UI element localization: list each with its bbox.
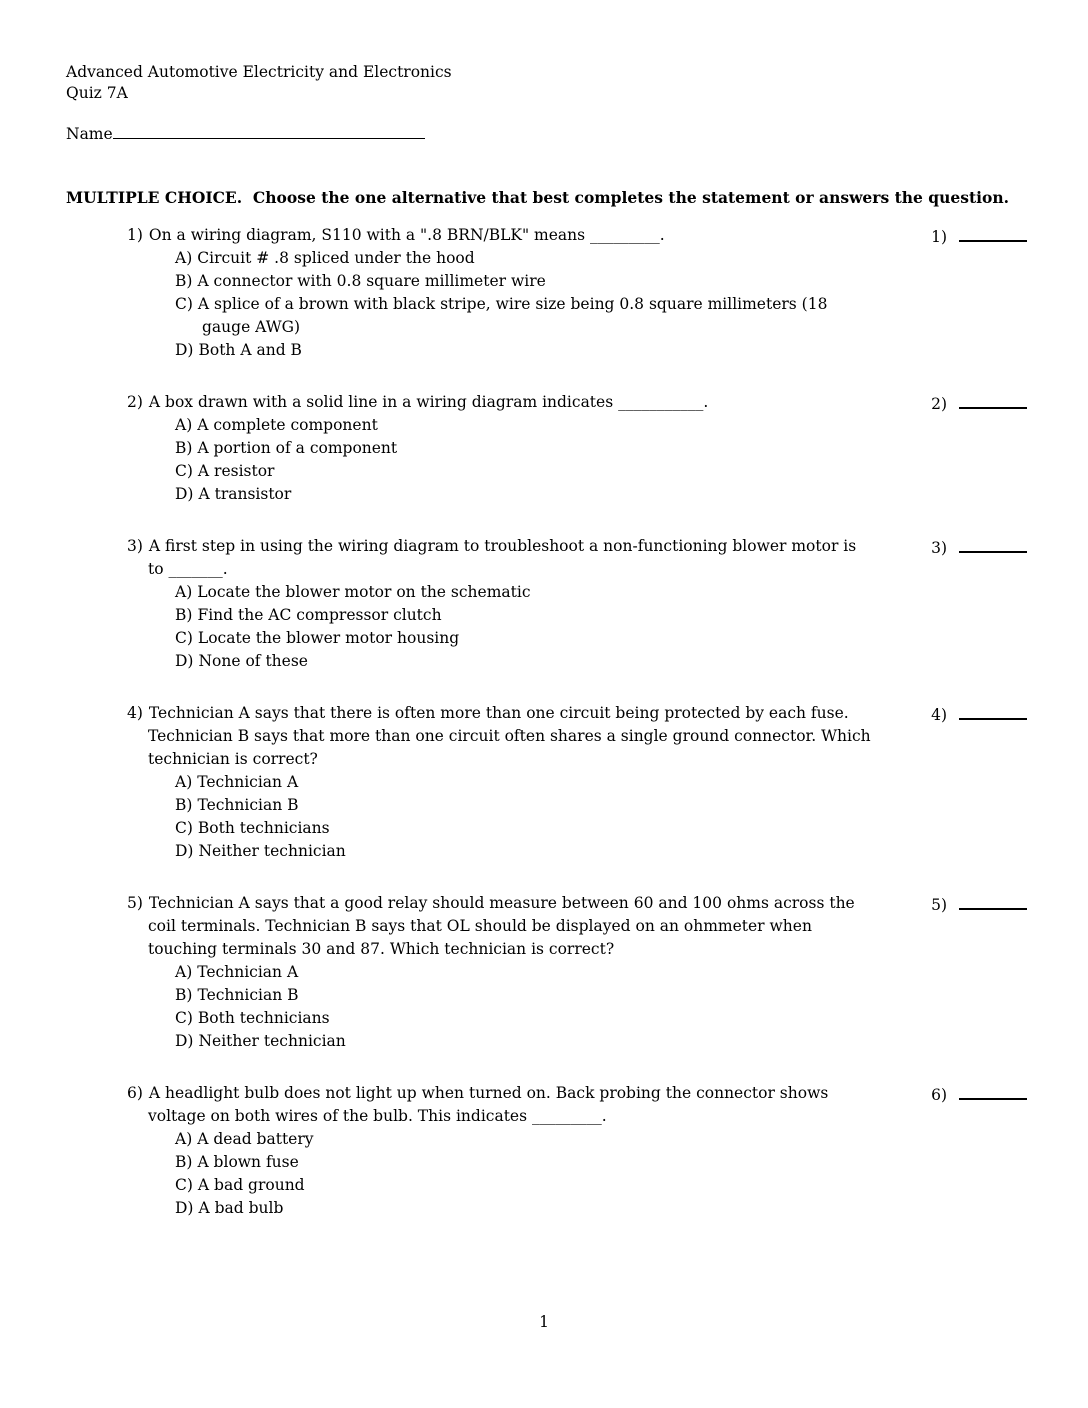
option-text: Both technicians (197, 819, 330, 837)
question-6 (127, 1082, 1027, 1220)
option-list (175, 1128, 872, 1220)
answer-number: 6) (931, 1086, 947, 1104)
question-stem (127, 535, 872, 581)
option-letter: B) (175, 606, 193, 624)
option-d (175, 840, 872, 863)
answer-cell (931, 1082, 1027, 1107)
question-4 (127, 702, 1027, 863)
question-stem (127, 702, 872, 771)
option-a (175, 771, 872, 794)
option-text: Technician B (197, 796, 299, 814)
option-text: A portion of a component (197, 439, 398, 457)
option-c (175, 1174, 872, 1197)
option-list (175, 414, 872, 506)
option-text: A connector with 0.8 square millimeter wire (197, 272, 546, 290)
question-5 (127, 892, 1027, 1053)
option-text: Technician B (197, 986, 299, 1004)
question-text: On a wiring diagram, S110 with a ".8 BRN/BLK" means _________. (148, 226, 665, 244)
option-c (175, 627, 872, 650)
answer-cell (931, 535, 1027, 560)
option-text: A complete component (197, 416, 378, 434)
question-stem (127, 391, 872, 414)
name-blank-line (113, 122, 425, 139)
option-letter: C) (175, 1176, 193, 1194)
question-2 (127, 391, 1027, 506)
option-d (175, 1197, 872, 1220)
option-letter: D) (175, 652, 194, 670)
option-d (175, 650, 872, 673)
option-text: A splice of a brown with black stripe, wire size being 0.8 square millimeters (18 gauge AWG) (197, 295, 828, 336)
option-text: Both A and B (198, 341, 302, 359)
option-letter: B) (175, 796, 193, 814)
answer-blank-line (959, 1082, 1027, 1100)
answer-number: 5) (931, 896, 947, 914)
option-text: A bad ground (197, 1176, 305, 1194)
option-text: Both technicians (197, 1009, 330, 1027)
option-text: Locate the blower motor housing (197, 629, 460, 647)
answer-number: 2) (931, 395, 947, 413)
option-text: Locate the blower motor on the schematic (197, 583, 531, 601)
answer-blank-line (959, 535, 1027, 553)
option-d (175, 339, 872, 362)
option-letter: B) (175, 439, 193, 457)
option-letter: D) (175, 485, 194, 503)
option-letter: A) (175, 1130, 193, 1148)
option-letter: A) (175, 583, 193, 601)
course-title: Advanced Automotive Electricity and Electronics (66, 63, 452, 81)
question-number: 3) (127, 537, 143, 555)
option-list (175, 771, 872, 863)
option-text: A transistor (198, 485, 292, 503)
option-letter: B) (175, 272, 193, 290)
question-number: 6) (127, 1084, 143, 1102)
answer-number: 1) (931, 228, 947, 246)
answer-blank-line (959, 702, 1027, 720)
option-c (175, 460, 872, 483)
option-text: A blown fuse (197, 1153, 299, 1171)
question-text: Technician A says that a good relay should measure between 60 and 100 ohms across the coil terminals. Technician B says that OL should be displayed on an ohmmeter when touching terminals 30 and 87. Which technician is correct? (148, 894, 855, 958)
question-stem (127, 892, 872, 961)
option-b (175, 1151, 872, 1174)
option-d (175, 1030, 872, 1053)
option-letter: D) (175, 842, 194, 860)
option-a (175, 1128, 872, 1151)
option-b (175, 794, 872, 817)
answer-cell (931, 391, 1027, 416)
option-a (175, 581, 872, 604)
option-letter: A) (175, 249, 193, 267)
option-letter: A) (175, 963, 193, 981)
question-list (127, 224, 1027, 1249)
answer-blank-line (959, 892, 1027, 910)
option-d (175, 483, 872, 506)
option-b (175, 984, 872, 1007)
name-label: Name (66, 125, 113, 143)
option-letter: D) (175, 1199, 194, 1217)
question-number: 1) (127, 226, 143, 244)
option-text: A resistor (197, 462, 275, 480)
option-a (175, 414, 872, 437)
option-b (175, 437, 872, 460)
question-1 (127, 224, 1027, 362)
option-text: A dead battery (197, 1130, 314, 1148)
option-text: Circuit # .8 spliced under the hood (197, 249, 475, 267)
option-a (175, 961, 872, 984)
option-text: Technician A (197, 963, 299, 981)
option-a (175, 247, 872, 270)
option-text: None of these (198, 652, 308, 670)
option-text: Technician A (197, 773, 299, 791)
answer-number: 3) (931, 539, 947, 557)
option-c (175, 817, 872, 840)
option-letter: B) (175, 986, 193, 1004)
name-row (66, 122, 425, 146)
quiz-title: Quiz 7A (66, 84, 128, 102)
option-letter: D) (175, 1032, 194, 1050)
question-text: Technician A says that there is often more than one circuit being protected by each fuse. Technician B says that more than one circuit often shares a single ground connector. Which technician is correct? (148, 704, 871, 768)
option-letter: A) (175, 416, 193, 434)
question-number: 5) (127, 894, 143, 912)
question-stem (127, 1082, 872, 1128)
answer-cell (931, 224, 1027, 249)
option-letter: C) (175, 295, 193, 313)
option-letter: A) (175, 773, 193, 791)
question-number: 2) (127, 393, 143, 411)
page-number: 1 (539, 1313, 549, 1331)
question-number: 4) (127, 704, 143, 722)
option-letter: B) (175, 1153, 193, 1171)
option-c (175, 1007, 872, 1030)
option-list (175, 961, 872, 1053)
option-list (175, 581, 872, 673)
question-3 (127, 535, 1027, 673)
answer-cell (931, 702, 1027, 727)
option-letter: D) (175, 341, 194, 359)
option-b (175, 270, 872, 293)
option-letter: C) (175, 819, 193, 837)
option-text: Find the AC compressor clutch (197, 606, 442, 624)
question-stem (127, 224, 872, 247)
option-letter: C) (175, 629, 193, 647)
document-header (66, 62, 452, 104)
section-header: MULTIPLE CHOICE. Choose the one alternative that best completes the statement or answers the question. (66, 188, 1010, 207)
option-letter: C) (175, 1009, 193, 1027)
answer-blank-line (959, 391, 1027, 409)
option-list (175, 247, 872, 362)
question-text: A box drawn with a solid line in a wiring diagram indicates ___________. (148, 393, 709, 411)
answer-blank-line (959, 224, 1027, 242)
question-text: A headlight bulb does not light up when turned on. Back probing the connector shows voltage on both wires of the bulb. This indicates _________. (148, 1084, 829, 1125)
option-c (175, 293, 872, 339)
option-text: A bad bulb (198, 1199, 284, 1217)
option-text: Neither technician (198, 842, 346, 860)
answer-cell (931, 892, 1027, 917)
option-b (175, 604, 872, 627)
option-letter: C) (175, 462, 193, 480)
question-text: A first step in using the wiring diagram to troubleshoot a non-functioning blower motor is to _______. (148, 537, 857, 578)
option-text: Neither technician (198, 1032, 346, 1050)
answer-number: 4) (931, 706, 947, 724)
